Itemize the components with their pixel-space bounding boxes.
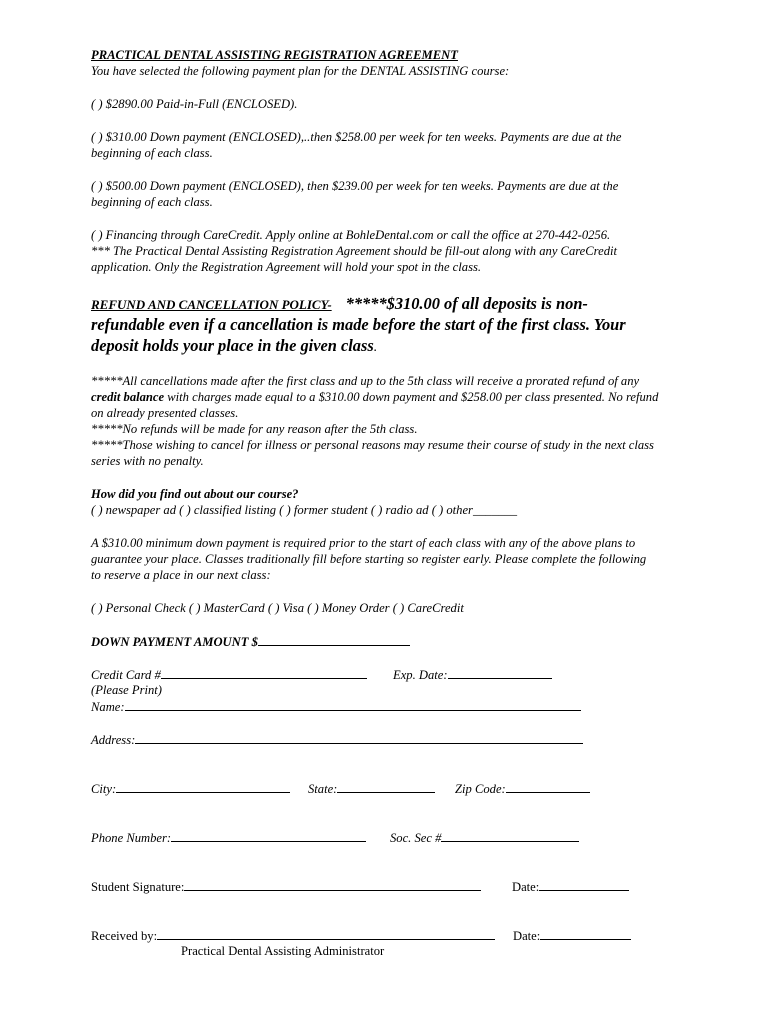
refund-notice-line-3-wrap [91,335,377,356]
document-title: PRACTICAL DENTAL ASSISTING REGISTRATION AGREEMENT [91,48,458,62]
phone-number-blank[interactable] [171,829,366,842]
received-date-field[interactable] [513,927,631,944]
plan-financing-line-2: *** The Practical Dental Assisting Registration Agreement should be fill-out along with any CareCredit [91,244,617,258]
exp-date-label: Exp. Date: [393,668,448,682]
student-date-field[interactable] [512,878,629,895]
city-label: City: [91,782,117,796]
plan-500-line-2: beginning of each class. [91,195,213,209]
down-payment-label: DOWN PAYMENT AMOUNT $ [91,635,258,649]
cancellation-rule-1-rest: with charges made equal to a $310.00 down payment and $258.00 per class presented. No refund [164,390,659,404]
refund-nonrefundable-notice: *****$310.00 of all deposits is non- [345,294,588,313]
state-field[interactable] [308,780,435,797]
city-field[interactable] [91,780,290,797]
zip-code-field[interactable] [455,780,590,797]
refund-notice-line-3: deposit holds your place in the given class [91,336,374,355]
received-date-label: Date: [513,929,541,943]
credit-card-field[interactable] [91,666,367,683]
exp-date-field[interactable] [393,666,552,683]
plan-financing-line-1: ( ) Financing through CareCredit. Apply online at BohleDental.com or call the office at 270-442-0256. [91,228,611,242]
student-date-label: Date: [512,880,540,894]
student-date-blank[interactable] [539,878,629,891]
please-print-note: (Please Print) [91,683,162,697]
credit-card-label: Credit Card # [91,668,161,682]
state-blank[interactable] [337,780,435,793]
address-blank[interactable] [135,731,583,744]
exp-date-blank[interactable] [448,666,552,679]
address-field[interactable] [91,731,583,748]
intro-text: You have selected the following payment plan for the DENTAL ASSISTING course: [91,64,510,78]
refund-heading: REFUND AND CANCELLATION POLICY- [91,297,332,312]
refund-notice-line-2: refundable even if a cancellation is made before the start of the first class. Your [91,315,626,334]
phone-number-label: Phone Number: [91,831,172,845]
city-blank[interactable] [116,780,290,793]
name-label: Name: [91,700,125,714]
plan-310-line-2: beginning of each class. [91,146,213,160]
deposit-requirement-line-1: A $310.00 minimum down payment is required prior to the start of each class with any of the above plans to [91,536,636,550]
state-label: State: [308,782,338,796]
refund-notice-period: . [373,340,378,355]
soc-sec-field[interactable] [390,829,579,846]
plan-financing-line-3: application. Only the Registration Agreement will hold your spot in the class. [91,260,482,274]
deposit-requirement-line-2: guarantee your place. Classes traditionally fill before starting so register early. Please complete the following [91,552,647,566]
student-signature-blank[interactable] [184,878,481,891]
plan-500-line-1: ( ) $500.00 Down payment (ENCLOSED), then $239.00 per week for ten weeks. Payments are due at the [91,179,619,193]
plan-paid-in-full: ( ) $2890.00 Paid-in-Full (ENCLOSED). [91,97,298,111]
down-payment-blank[interactable] [258,633,410,646]
cancellation-rule-3-line-2: series with no penalty. [91,454,204,468]
soc-sec-blank[interactable] [441,829,579,842]
cancellation-rule-1-line-3: on already presented classes. [91,406,239,420]
cancellation-rule-3-line-1: *****Those wishing to cancel for illness or personal reasons may resume their course of study in the next class [91,438,654,452]
survey-options: ( ) newspaper ad ( ) classified listing ( ) former student ( ) radio ad ( ) other_______ [91,503,518,517]
student-signature-field[interactable] [91,878,481,895]
payment-methods: ( ) Personal Check ( ) MasterCard ( ) Visa ( ) Money Order ( ) CareCredit [91,601,464,615]
cancellation-rule-1-line-1: *****All cancellations made after the first class and up to the 5th class will receive a prorated refund of any [91,374,640,388]
down-payment-field[interactable] [91,633,410,650]
cancellation-rule-2: *****No refunds will be made for any reason after the 5th class. [91,422,418,436]
phone-number-field[interactable] [91,829,366,846]
received-by-field[interactable] [91,927,495,944]
received-by-label: Received by: [91,929,158,943]
zip-code-blank[interactable] [506,780,590,793]
address-label: Address: [91,733,136,747]
refund-heading-line [91,293,588,314]
received-date-blank[interactable] [540,927,631,940]
survey-question: How did you find out about our course? [91,487,299,501]
zip-code-label: Zip Code: [455,782,506,796]
cancellation-rule-1-line-2 [91,389,658,405]
credit-balance-term: credit balance [91,390,165,404]
name-field[interactable] [91,698,581,715]
received-by-blank[interactable] [157,927,495,940]
credit-card-blank[interactable] [161,666,367,679]
soc-sec-label: Soc. Sec # [390,831,442,845]
administrator-caption: Practical Dental Assisting Administrator [181,944,385,958]
plan-310-line-1: ( ) $310.00 Down payment (ENCLOSED),..then $258.00 per week for ten weeks. Payments are due at the [91,130,622,144]
student-signature-label: Student Signature: [91,880,185,894]
name-blank[interactable] [125,698,581,711]
deposit-requirement-line-3: to reserve a place in our next class: [91,568,271,582]
